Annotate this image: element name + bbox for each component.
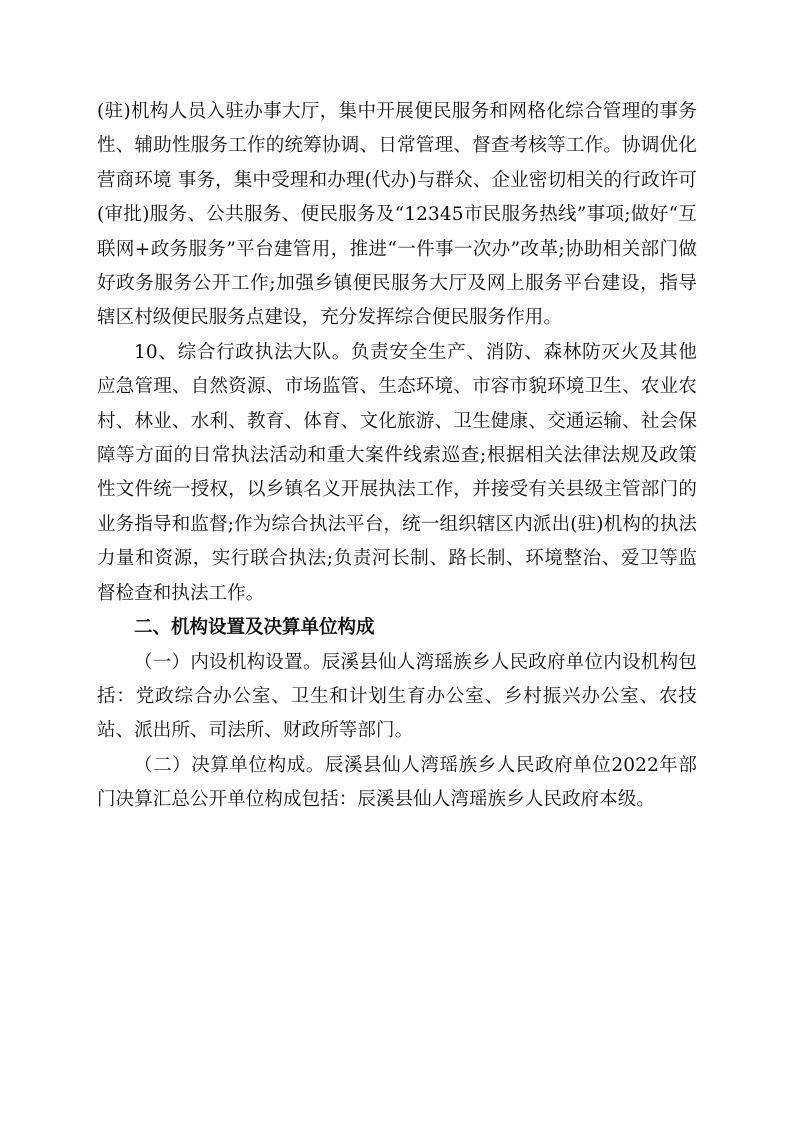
document-body bbox=[97, 95, 697, 818]
paragraph-service-center: (驻)机构人员入驻办事大厅，集中开展便民服务和网格化综合管理的事务性、辅助性服务工作的统筹协调、日常管理、督查考核等工作。协调优化营商环境 事务，集中受理和办理(代办)与群众、企业密切相关的行政许可(审批)服务、公共服务、便民服务及“12345市民服务热线”事项;做好“互联网+政务服务”平台建管用，推进“一件事一次办”改革;协助相关部门做好政务服务公开工作;加强乡镇便民服务大厅及网上服务平台建设，指导辖区村级便民服务点建设，充分发挥综合便民服务作用。 bbox=[97, 101, 697, 329]
paragraph-law-enforcement-team: 10、综合行政执法大队。负责安全生产、消防、森林防灭火及其他应急管理、自然资源、市场监管、生态环境、市容市貌环境卫生、农业农村、林业、水利、教育、体育、文化旅游、卫生健康、交通运输、社会保障等方面的日常执法活动和重大案件线索巡查;根据相关法律法规及政策性文件统一授权，以乡镇名义开展执法工作，并接受有关县级主管部门的业务指导和监督;作为综合执法平台，统一组织辖区内派出(驻)机构的执法力量和资源，实行联合执法;负责河长制、路长制、环境整治、爱卫等监督检查和执法工作。 bbox=[97, 341, 697, 604]
section-heading: 二、机构设置及决算单位构成 bbox=[134, 617, 375, 639]
paragraph-accounting-units: （二）决算单位构成。辰溪县仙人湾瑶族乡人民政府单位2022年部门决算汇总公开单位构成包括：辰溪县仙人湾瑶族乡人民政府本级。 bbox=[97, 754, 697, 811]
paragraph-internal-structure: （一）内设机构设置。辰溪县仙人湾瑶族乡人民政府单位内设机构包括：党政综合办公室、卫生和计划生育办公室、乡村振兴办公室、农技站、派出所、司法所、财政所等部门。 bbox=[97, 651, 697, 742]
